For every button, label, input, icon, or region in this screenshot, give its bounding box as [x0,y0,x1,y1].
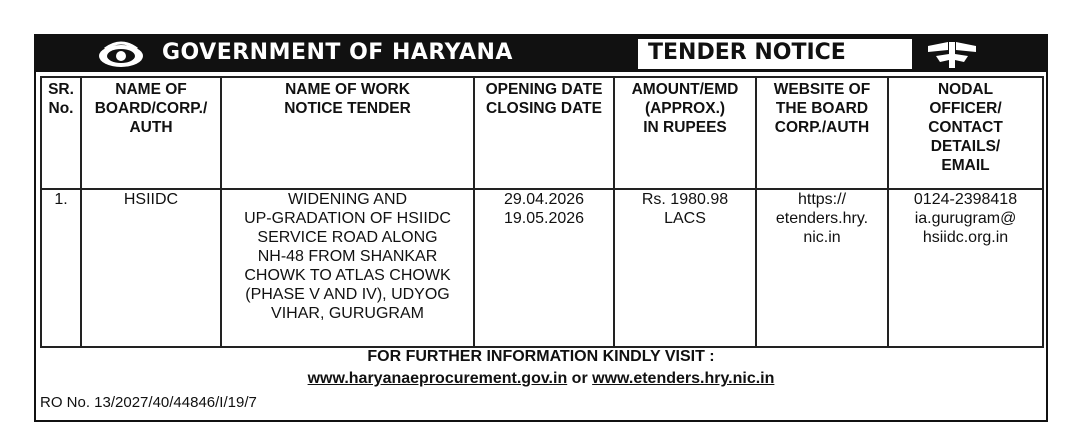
cell-officer [888,189,1043,347]
header-website [756,77,888,189]
cell-dates [474,189,614,347]
header-text: AMOUNT/EMD [631,81,739,98]
closing-date: 19.05.2026 [503,210,585,227]
header-dates [474,77,614,189]
officer-phone: 0124-2398418 [913,191,1018,208]
tender-table [40,76,1044,348]
opening-date: 29.04.2026 [503,191,585,208]
header-text: CONTACT [928,119,1003,136]
work-line: CHOWK TO ATLAS CHOWK [244,267,451,284]
footer-links [36,370,1046,388]
hsiidc-logo-icon [924,38,980,70]
work-line: SERVICE ROAD ALONG [257,229,438,246]
website-line: nic.in [803,229,841,246]
header-text: No. [48,100,74,117]
website-line: etenders.hry. [775,210,869,227]
header-text: SR. [48,81,74,98]
officer-email: hsiidc.org.in [922,229,1009,246]
header-text: DETAILS/ [930,138,1001,155]
notice-banner [36,36,1046,72]
header-text: OPENING DATE [485,81,603,98]
ro-number: RO No. 13/2027/40/44846/I/19/7 [40,394,257,411]
header-text: WEBSITE OF [773,81,871,98]
header-text: CLOSING DATE [486,100,602,117]
header-text: OFFICER/ [929,100,1002,117]
header-text: THE BOARD [775,100,869,117]
header-text: IN RUPEES [643,119,727,136]
work-line: VIHAR, GURUGRAM [271,305,424,322]
header-sr-no [41,77,81,189]
officer-email: ia.gurugram@ [914,210,1017,227]
cell-board: HSIIDC [81,189,221,347]
work-line: UP-GRADATION OF HSIIDC [244,210,451,227]
website-line: https:// [797,191,847,208]
amount-line: Rs. 1980.98 [641,191,729,208]
header-text: NOTICE TENDER [284,100,411,117]
government-title: GOVERNMENT OF HARYANA [162,40,513,65]
header-text: NAME OF [115,81,187,98]
table-row [41,189,1043,347]
header-text: EMAIL [941,157,990,174]
table-header-row [41,77,1043,189]
tender-notice [34,34,1048,422]
further-info-text: FOR FURTHER INFORMATION KINDLY VISIT : [367,348,715,365]
cell-work [221,189,474,347]
amount-line: LACS [664,210,706,227]
header-text: NODAL [937,81,994,98]
header-board [81,77,221,189]
cell-amount [614,189,756,347]
header-work [221,77,474,189]
header-officer [888,77,1043,189]
state-emblem-icon [96,39,146,69]
haryana-eprocurement-link[interactable]: www.haryanaeprocurement.gov.in [307,370,568,387]
tender-notice-title: TENDER NOTICE [648,40,846,65]
cell-sr-no: 1. [41,189,81,347]
work-line: (PHASE V AND IV), UDYOG [245,286,450,303]
header-text: BOARD/CORP./ [94,100,208,117]
work-line: WIDENING AND [287,191,408,208]
header-text: (APPROX.) [644,100,726,117]
header-text: NAME OF WORK [285,81,410,98]
or-connector: or [571,370,588,387]
cell-website [756,189,888,347]
header-text: CORP./AUTH [774,119,870,136]
header-amount [614,77,756,189]
etenders-link[interactable]: www.etenders.hry.nic.in [592,370,775,387]
header-text: AUTH [129,119,173,136]
work-line: NH-48 FROM SHANKAR [257,248,438,265]
